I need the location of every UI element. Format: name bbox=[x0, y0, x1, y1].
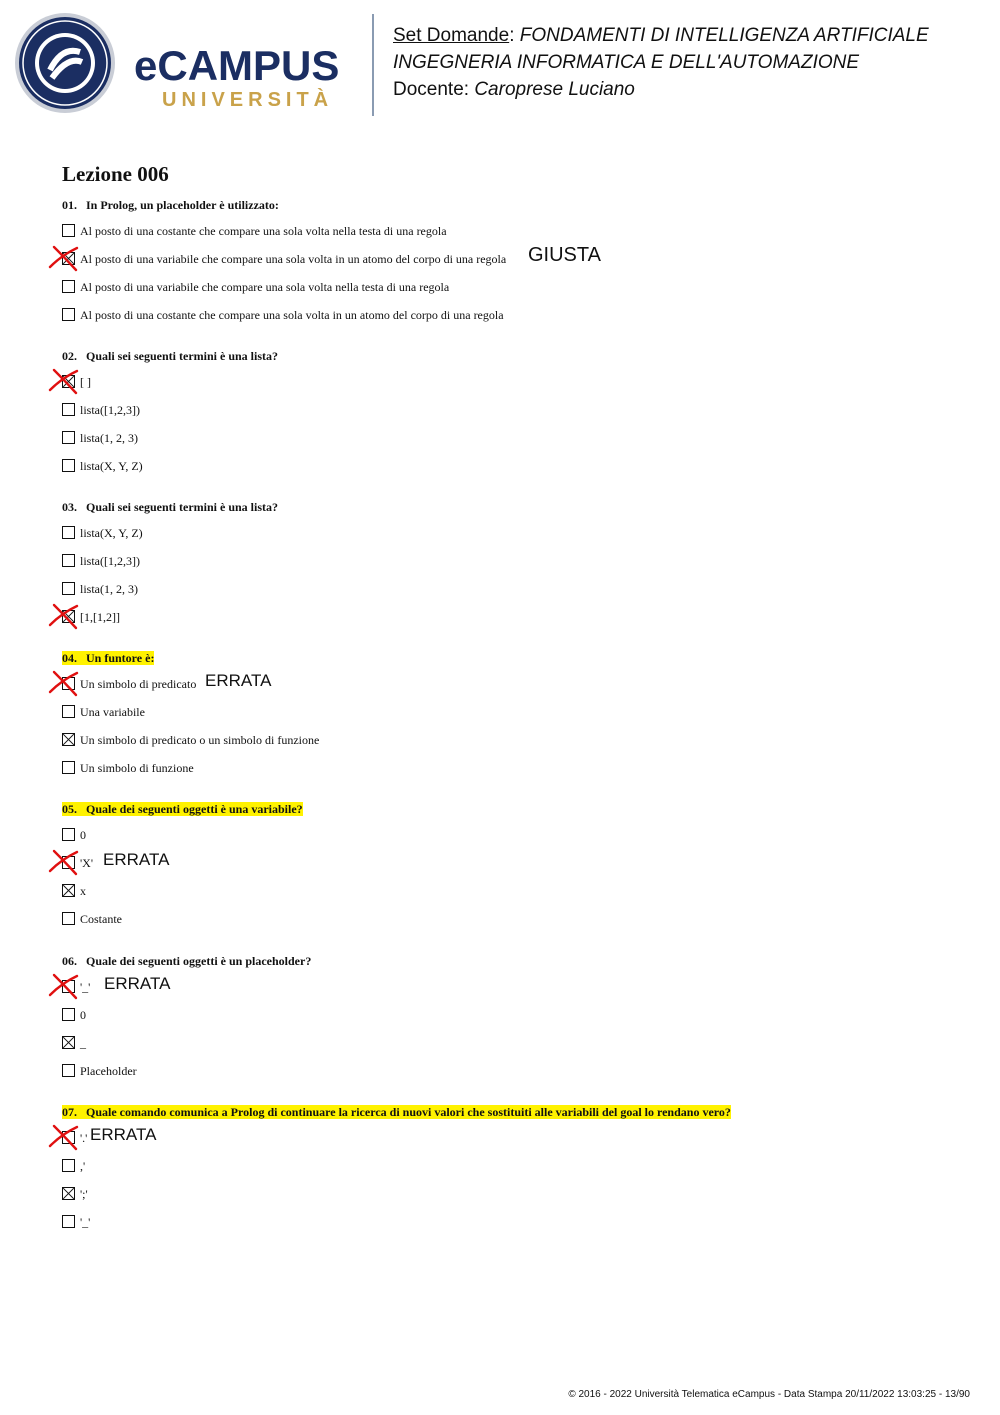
lesson-title: Lezione 006 bbox=[62, 162, 169, 186]
answer-annotation: GIUSTA bbox=[528, 244, 601, 266]
answer-text: x bbox=[80, 884, 86, 898]
answer-checkbox[interactable] bbox=[62, 610, 75, 623]
answer-annotation: ERRATA bbox=[90, 1125, 157, 1144]
answer-text: Un simbolo di predicato bbox=[80, 677, 197, 691]
answer-checkbox[interactable] bbox=[62, 912, 75, 925]
answer-text: lista([1,2,3]) bbox=[80, 554, 140, 568]
answer-checkbox[interactable] bbox=[62, 1036, 75, 1049]
answer-checkbox[interactable] bbox=[62, 1215, 75, 1228]
answer-text: '_' bbox=[80, 980, 91, 994]
answer-checkbox[interactable] bbox=[62, 526, 75, 539]
university-seal-icon bbox=[14, 12, 116, 114]
answer-text: lista([1,2,3]) bbox=[80, 403, 140, 417]
answer-checkbox[interactable] bbox=[62, 980, 75, 993]
answer-checkbox[interactable] bbox=[62, 677, 75, 690]
answer-text: Costante bbox=[80, 912, 122, 926]
answer-checkbox[interactable] bbox=[62, 224, 75, 237]
answer-checkbox[interactable] bbox=[62, 459, 75, 472]
answer-text: 0 bbox=[80, 1008, 86, 1022]
answer-checkbox[interactable] bbox=[62, 1159, 75, 1172]
answer-checkbox[interactable] bbox=[62, 856, 75, 869]
answer-text: _ bbox=[80, 1036, 86, 1050]
answer-checkbox[interactable] bbox=[62, 1008, 75, 1021]
question-1-title bbox=[62, 198, 279, 213]
answer-text: Un simbolo di predicato o un simbolo di funzione bbox=[80, 733, 320, 747]
question-2-title bbox=[62, 349, 278, 364]
answer-text: Al posto di una variabile che compare una sola volta nella testa di una regola bbox=[80, 280, 450, 294]
question-7-title bbox=[62, 1105, 731, 1120]
set-label: Set Domande bbox=[393, 25, 510, 46]
answer-checkbox[interactable] bbox=[62, 554, 75, 567]
answer-annotation: ERRATA bbox=[205, 671, 272, 690]
answer-text: lista(1, 2, 3) bbox=[80, 431, 138, 445]
answer-checkbox[interactable] bbox=[62, 705, 75, 718]
answer-text: 'X' bbox=[80, 856, 93, 870]
question-text: 01. In Prolog, un placeholder è utilizzato: bbox=[62, 198, 279, 212]
answer-checkbox[interactable] bbox=[62, 733, 75, 746]
question-5-title bbox=[62, 802, 303, 817]
answer-text: [1,[1,2]] bbox=[80, 610, 120, 624]
answer-text: Al posto di una costante che compare una sola volta in un atomo del corpo di una regola bbox=[80, 308, 504, 322]
course-title: FONDAMENTI DI INTELLIGENZA ARTIFICIALE bbox=[519, 25, 929, 46]
answer-checkbox[interactable] bbox=[62, 884, 75, 897]
header-info: Set Domande: FONDAMENTI DI INTELLIGENZA ARTIFICIALE INGEGNERIA INFORMATICA E DELL'AUTOMAZIONE Docente: Caroprese Luciano bbox=[393, 25, 929, 100]
answer-text: '.' bbox=[80, 1131, 88, 1145]
answer-checkbox[interactable] bbox=[62, 375, 75, 388]
page-header bbox=[0, 0, 1000, 130]
answer-checkbox[interactable] bbox=[62, 280, 75, 293]
answer-text: lista(X, Y, Z) bbox=[80, 526, 143, 540]
answer-checkbox[interactable] bbox=[62, 431, 75, 444]
answer-text: Al posto di una costante che compare una sola volta nella testa di una regola bbox=[80, 224, 447, 238]
question-text: 06. Quale dei seguenti oggetti è un placeholder? bbox=[62, 954, 312, 968]
answer-checkbox[interactable] bbox=[62, 308, 75, 321]
question-text: 03. Quali sei seguenti termini è una lista? bbox=[62, 500, 278, 514]
answer-text: ';' bbox=[80, 1187, 88, 1201]
brand-subtitle: UNIVERSITÀ bbox=[162, 89, 334, 111]
course-program: INGEGNERIA INFORMATICA E DELL'AUTOMAZIONE bbox=[393, 52, 860, 73]
answer-text: Un simbolo di funzione bbox=[80, 761, 194, 775]
answer-checkbox[interactable] bbox=[62, 761, 75, 774]
question-text: 02. Quali sei seguenti termini è una lista? bbox=[62, 349, 278, 363]
ecampus-logo bbox=[14, 12, 374, 116]
answer-annotation: ERRATA bbox=[103, 850, 170, 869]
question-text: 05. Quale dei seguenti oggetti è una variabile? bbox=[62, 802, 303, 816]
answer-checkbox[interactable] bbox=[62, 1187, 75, 1200]
question-6-title bbox=[62, 954, 311, 969]
brand-name: eCAMPUS bbox=[134, 42, 340, 89]
question-text: 07. Quale comando comunica a Prolog di continuare la ricerca di nuovi valori che sostituiti alle variabili del goal lo rendano vero? bbox=[62, 1105, 731, 1119]
answer-checkbox[interactable] bbox=[62, 403, 75, 416]
answer-checkbox[interactable] bbox=[62, 582, 75, 595]
header-divider bbox=[372, 14, 374, 116]
answer-text: Placeholder bbox=[80, 1064, 137, 1078]
question-4-title bbox=[62, 651, 154, 666]
page-footer: © 2016 - 2022 Università Telematica eCampus - Data Stampa 20/11/2022 13:03:25 - 13/90 bbox=[568, 1389, 970, 1400]
question-3-title bbox=[62, 500, 278, 515]
answer-text: Una variabile bbox=[80, 705, 145, 719]
answer-text: lista(X, Y, Z) bbox=[80, 459, 143, 473]
answer-checkbox[interactable] bbox=[62, 1064, 75, 1077]
answer-text: lista(1, 2, 3) bbox=[80, 582, 138, 596]
answer-text: '_' bbox=[80, 1215, 91, 1229]
answer-annotation: ERRATA bbox=[104, 974, 171, 993]
docente-name: Caroprese Luciano bbox=[474, 79, 635, 100]
answer-text: Al posto di una variabile che compare una sola volta in un atomo del corpo di una regola bbox=[80, 252, 507, 266]
answer-text: ,' bbox=[80, 1159, 86, 1173]
question-text: 04. Un funtore è: bbox=[62, 651, 155, 665]
docente-label: Docente: bbox=[393, 79, 470, 100]
answer-checkbox[interactable] bbox=[62, 252, 75, 265]
answer-text: [ ] bbox=[80, 375, 91, 389]
answer-checkbox[interactable] bbox=[62, 828, 75, 841]
answer-checkbox[interactable] bbox=[62, 1131, 75, 1144]
answer-text: 0 bbox=[80, 828, 86, 842]
